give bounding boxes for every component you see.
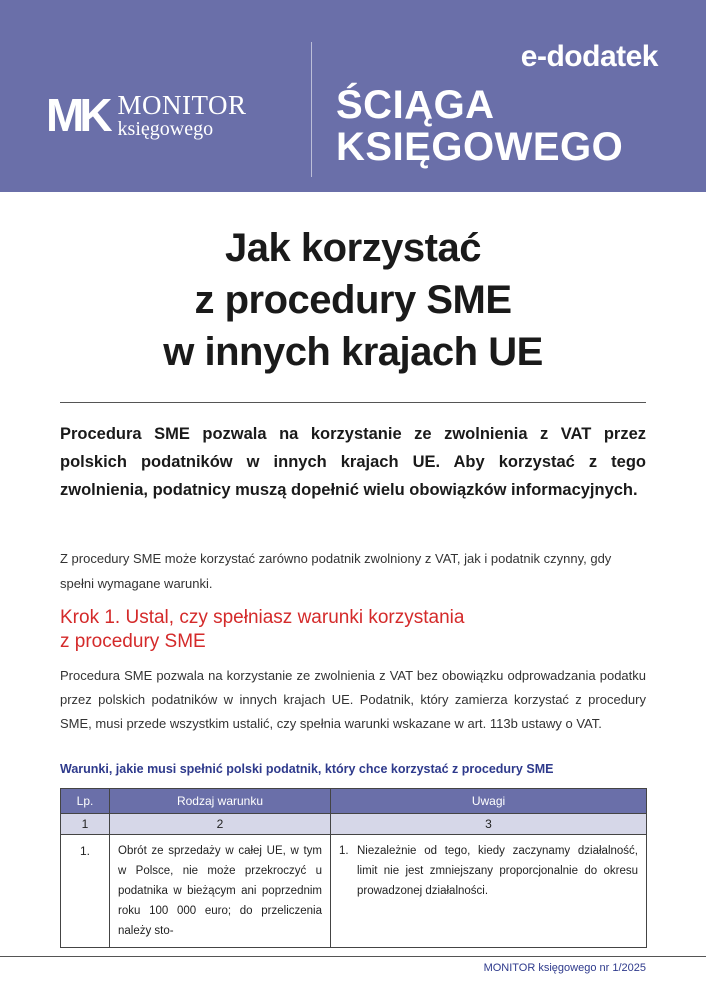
title-line3: w innych krajach UE [163,330,543,374]
page-title [0,222,706,378]
note-number: 1. [339,845,349,857]
page-footer: MONITOR księgowego nr 1/2025 [483,962,646,974]
column-number: 3 [331,814,647,835]
intro-paragraph: Z procedury SME może korzystać zarówno podatnik zwolniony z VAT, jak i podatnik czynny, gdy spełni wymagane warunki. [60,551,612,591]
series-title-line1: ŚCIĄGA [336,83,495,127]
column-number: 1 [61,814,110,835]
column-number: 2 [110,814,331,835]
table-caption: Warunki, jakie musi spełnić polski podatnik, który chce korzystać z procedury SME [60,762,554,776]
note-text: Niezależnie od tego, kiedy zaczynamy działalność, limit nie jest zmniejszany proporcjonalnie do okresu prowadzonej działalności. [357,845,638,897]
logo-text [118,92,247,140]
header-lp: Lp. [61,789,110,814]
header-divider [311,42,312,177]
row-lp: 1. [61,835,110,948]
lead-paragraph: Procedura SME pozwala na korzystanie ze zwolnienia z VAT przez polskich podatników w innych krajach UE. Aby korzystać z tego zwolnienia, podatnicy muszą dopełnić wielu obowiązków informacyjnych. [60,425,646,499]
edition-label: e-dodatek [520,40,658,73]
footer-divider [0,956,706,957]
title-line1: Jak korzystać [225,226,481,270]
table-row [61,835,647,948]
series-title-line2: KSIĘGOWEGO [336,125,624,169]
step1-heading-line1: Krok 1. Ustal, czy spełniasz warunki korzystania [60,607,465,628]
title-divider [60,402,646,403]
header-notes: Uwagi [331,789,647,814]
step1-heading-line2: z procedury SME [60,631,206,652]
conditions-table [60,788,647,948]
row-notes [331,835,647,948]
logo-mark: MK [46,89,108,141]
title-line2: z procedury SME [194,278,512,322]
row-condition: Obrót ze sprzedaży w całej UE, w tym w Polsce, nie może przekroczyć u podatnika w bieżącym ani poprzednim roku 100 000 euro; do przeliczenia należy sto- [110,835,331,948]
step1-body: Procedura SME pozwala na korzystanie ze zwolnienia z VAT bez obowiązku odprowadzania podatku przez polskich podatników w innych krajach UE. Podatnik, który zamierza korzystać z procedury SME, musi przede wszystkim ustalić, czy spełnia warunki wskazane w art. 113b ustawy o VAT. [60,668,646,731]
step1-heading [60,606,646,654]
header-condition: Rodzaj warunku [110,789,331,814]
table-header-row [61,789,647,814]
column-number-row [61,814,647,835]
monitor-logo [46,89,247,141]
series-title [336,84,623,168]
header-banner [0,0,706,192]
logo-sub: księgowego [117,118,214,140]
logo-name: MONITOR [117,90,247,120]
